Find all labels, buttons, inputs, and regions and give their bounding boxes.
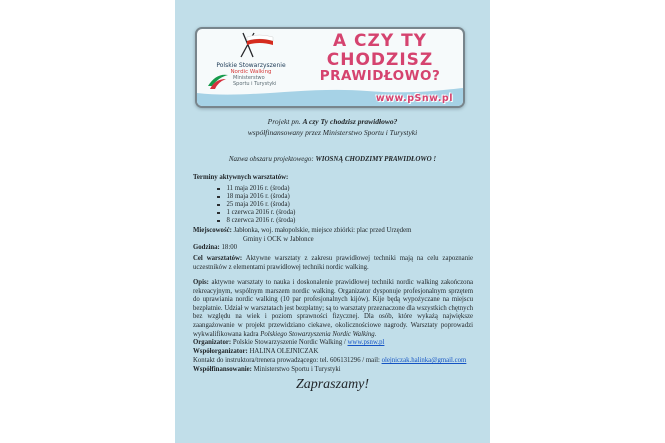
time-line <box>193 244 473 253</box>
coorganizer-line <box>193 347 473 356</box>
organizer-line <box>193 338 473 347</box>
location-line1 <box>193 227 473 236</box>
header-banner <box>195 27 465 108</box>
flyer-page <box>175 0 490 443</box>
banner-title-line1: A CZY TY <box>332 31 427 51</box>
goal-section <box>193 255 473 272</box>
schedule-item-5: 8 czerwca 2016 r. (środa) <box>226 216 296 224</box>
schedule-item-2: 18 maja 2016 r. (środa) <box>226 192 290 200</box>
description-italic-tail: Polskiego Stowarzyszenia Nordic Walking. <box>260 330 377 338</box>
coorganizer-label: Współorganizator: <box>193 348 248 355</box>
banner-title-line3: PRAWIDŁOWO? <box>319 68 441 84</box>
psnw-logo-text-2: Nordic Walking <box>230 69 272 75</box>
description-label: Opis: <box>193 279 209 286</box>
project-area-prefix: Nazwa obszaru projektowego: <box>228 155 316 163</box>
intro-line2: współfinansowany przez Ministerstwo Sportu i Turystyki <box>247 128 418 137</box>
contact-email-link[interactable]: olejniczak.halinka@gmail.com <box>381 357 467 364</box>
intro-line1-title: A czy Ty chodzisz prawidłowo? <box>302 117 398 126</box>
schedule-heading: Terminy aktywnych warsztatów: <box>193 174 289 181</box>
intro-line1-prefix: Projekt pn. <box>267 117 303 126</box>
banner-title <box>301 32 459 84</box>
psnw-logo-text-1: Polskie Stowarzyszenie <box>216 62 286 69</box>
bullet-icon <box>217 220 220 223</box>
list-item <box>217 209 473 217</box>
project-area-value: WIOSNĄ CHODZIMY PRAWIDŁOWO ! <box>315 155 437 163</box>
project-intro <box>193 116 472 138</box>
list-item <box>217 185 473 193</box>
goal-text: Aktywne warsztaty z zakresu prawidłowej techniki mają na celu zapoznanie uczestników z elementami prawidłowej techniki nordic walking. <box>193 255 473 271</box>
cofinancing-label: Współfinansowanie: <box>193 366 252 373</box>
contact-text: Kontakt do instruktora/trenera prowadzącego: tel. 606131296 / mail: <box>193 357 382 364</box>
credits-section <box>193 338 473 374</box>
contact-line <box>193 356 473 365</box>
description-text: aktywne warsztaty to nauka i doskonalenie prawidłowej techniki nordic walking zakończona rekreacyjnym, wspólnym marszem nordic walking. Organizator dysponuje profesjonalnym sprzętem do uprawiania nordic walking (10 par profesjonalnych kijów). Kije będą wypożyczane na miejscu bezpłatnie. Udział w warsztatach jest bezpłatny; są to warsztaty przeznaczone dla wszystkich chętnych bez względu na wiek i poziom sprawności fizycznej. Dla osób, które wykażą największe zaangażowanie w projekt przewidziano ciekawe, okolicznościowe nagrody. Warsztaty poprowadzi wykwalifikowana kadra <box>193 279 473 338</box>
psnw-logo <box>205 32 297 75</box>
schedule-section <box>193 174 473 225</box>
bullet-icon <box>217 196 220 199</box>
cofinancing-text: Ministerstwo Sportu i Turystyki <box>251 366 341 373</box>
nordic-walking-poles-flag-icon <box>221 32 281 58</box>
organizer-text: Polskie Stowarzyszenie Nordic Walking / <box>231 339 348 346</box>
project-area-line <box>185 155 480 163</box>
schedule-item-3: 25 maja 2016 r. (środa) <box>226 200 290 208</box>
closing-invitation: Zapraszamy! <box>295 377 370 392</box>
time-value: 18:00 <box>219 244 238 252</box>
banner-website-url[interactable]: www.pSnw.pl <box>375 93 453 104</box>
intro-line1 <box>193 116 472 127</box>
list-item <box>217 193 473 201</box>
bullet-icon <box>217 204 220 207</box>
schedule-list <box>193 185 473 225</box>
location-line2: Gminy i OCK w Jabłonce <box>243 235 314 243</box>
list-item <box>217 201 473 209</box>
time-label: Godzina: <box>193 244 220 252</box>
location-text: Jabłonka, woj. małopolskie, miejsce zbiórki: plac przed Urzędem <box>231 227 412 234</box>
bullet-icon <box>217 212 220 215</box>
schedule-item-1: 11 maja 2016 r. (środa) <box>226 184 290 192</box>
ministry-logo-text-2: Sportu i Turystyki <box>233 81 277 87</box>
goal-label: Cel warsztatów: <box>193 255 243 262</box>
location-label: Miejscowość: <box>193 227 232 234</box>
organizer-label: Organizator: <box>193 339 232 346</box>
list-item <box>217 217 473 225</box>
location-section <box>193 227 473 253</box>
cofinancing-line <box>193 365 473 374</box>
schedule-item-4: 1 czerwca 2016 r. (środa) <box>226 208 296 216</box>
description-section <box>193 279 473 339</box>
organizer-website-link[interactable]: www.psnw.pl <box>347 339 385 346</box>
banner-title-line2: CHODZISZ <box>326 50 434 70</box>
ministry-logo-text-1: Ministerstwo <box>233 75 265 81</box>
coorganizer-text: HALINA OLEJNICZAK <box>247 348 319 355</box>
bullet-icon <box>217 188 220 191</box>
